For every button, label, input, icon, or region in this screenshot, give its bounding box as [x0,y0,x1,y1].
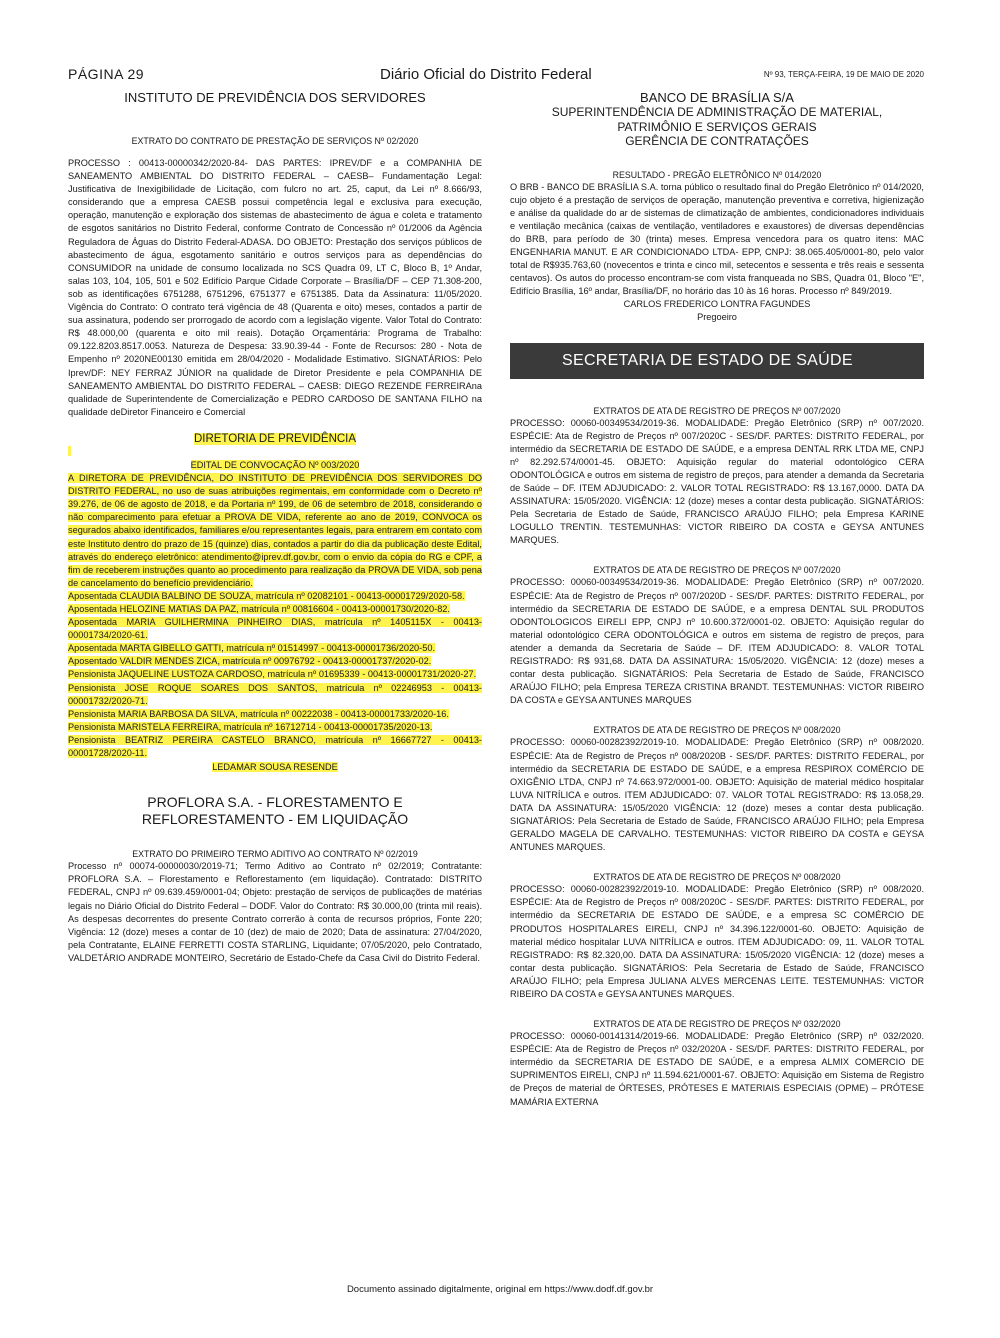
page-number: PÁGINA 29 [68,66,145,82]
aditivo-title: EXTRATO DO PRIMEIRO TERMO ADITIVO AO CONTRATO Nº 02/2019 [132,849,418,860]
extrato-contrato-title: EXTRATO DO CONTRATO DE PRESTAÇÃO DE SERVIÇOS Nº 02/2020 [131,136,419,146]
extrato-ata-title: EXTRATOS DE ATA DE REGISTRO DE PREÇOS Nº 008/2020 [593,872,841,883]
signer-name: LEDAMAR SOUSA RESENDE [212,762,338,773]
edition-info: Nº 93, TERÇA-FEIRA, 19 DE MAIO DE 2020 [763,70,924,79]
beneficiary-item: Aposentada HELOZINE MATIAS DA PAZ, matrícula nº 00816604 - 00413-00001730/2020-82. [68,604,450,614]
resultado-body: O BRB - BANCO DE BRASÍLIA S.A. torna público o resultado final do Pregão Eletrônico nº 014/2020, cujo objeto é a prestação de serviços de operação, manutenção preventiva e corretiva, higienização e análise da qualidade do ar de sistemas de climatização de ambientes, condicionadores individuais e ventilação mecânica (caixas de ventilação, ventiladores e exaustores) de diversas dependências do BRB, para período de 30 (trinta) meses. Empresa vencedora para os quatro itens: MAC ENGENHARIA MANUT. E AR CONDICIONADO LTDA- EPP, CNPJ: 38.065.405/0001-80, pelo valor total de R$935.763,60 (novecentos e trinta e cinco mil, setecentos e sessenta e três reais e sessenta centavos). Os autos do processo encontram-se com vista franqueada no SBS, Quadra 01, Bloco "E", Edifício Brasília, 16º andar, Brasília/DF, no horário das 10 às 16 horas. Processo nº 849/2019. [510,181,924,297]
brb-gerencia: GERÊNCIA DE CONTRATAÇÕES [625,134,809,148]
beneficiary-item: Aposentada MARTA GIBELLO GATTI, matrícula nº 01514997 - 00413-00001736/2020-50. [68,643,435,654]
extrato-ata-title: EXTRATOS DE ATA DE REGISTRO DE PREÇOS Nº 032/2020 [593,1019,841,1030]
saude-banner: SECRETARIA DE ESTADO DE SAÚDE [510,343,924,379]
right-column [510,90,924,1109]
beneficiary-item: Pensionista MARIA BARBOSA DA SILVA, matrícula nº 00222038 - 00413-00001733/2020-16. [68,708,449,719]
footer-note: Documento assinado digitalmente, original em https://www.dodf.df.gov.br [346,1284,654,1295]
extrato-ata-title: EXTRATOS DE ATA DE REGISTRO DE PREÇOS Nº 007/2020 [593,565,841,576]
pregoeiro-name: CARLOS FREDERICO LONTRA FAGUNDES [623,299,811,310]
diretoria-title: DIRETORIA DE PREVIDÊNCIA [193,432,357,445]
pregoeiro-role: Pregoeiro [697,312,737,323]
extrato-ata-body: PROCESSO: 00060-00349534/2019-36. MODALIDADE: Pregão Eletrônico (SRP) nº 007/2020. ESPÉCIE: Ata de Registro de Preços nº 007/2020C - SES/DF. PARTES: DISTRITO FEDERAL, por intermédio da SECRETARIA DE ESTADO DE SAÚDE, e a empresa DENTAL RRK LTDA ME, CNPJ nº 82.292.574/0001-45. OBJETO: Aquisição regular do material odontológico CERA ODONTOLÓGICA e outros em sistema de registro de preços, para atender a demanda da Secretaria de Saúde – DF. ITEM ADJUDICADO: 2. VALOR TOTAL REGISTRADO: R$ 13.167,0000. DATA DA ASSINATURA: 15/05/2020. VIGÊNCIA: 12 (doze) meses a contar desta publicação. SIGNATÁRIOS: Pela Secretaria de Estado de Saúde, FRANCISCO ARAÚJO FILHO; pela Empresa KARINE LOGULLO TRENTIN. TESTEMUNHAS: VICTOR RIBEIRO DA COSTA e GEYSA ANTUNES MARQUES. [510,417,924,546]
newspaper-title: Diário Oficial do Distrito Federal [380,66,592,83]
beneficiary-item: Aposentado VALDIR MENDES ZICA, matrícula nº 00976792 - 00413-00001737/2020-02. [68,656,432,667]
edital-title: EDITAL DE CONVOCAÇÃO Nº 003/2020 [190,459,360,470]
beneficiary-item: Aposentada MARIA GUILHERMINA PINHEIRO DIAS, matrícula nº 1405115X - 00413-00001734/2020-61. [68,617,482,641]
edital-body: A DIRETORA DE PREVIDÊNCIA, DO INSTITUTO DE PREVIDÊNCIA DOS SERVIDORES DO DISTRITO FEDERAL, no uso de suas atribuições regimentais, em conformidade com o Decreto nº 39.276, de 06 de agosto de 2018, e da Portaria nº 199, de 06 de setembro de 2018, considerando o não comparecimento para efetuar a PROVA DE VIDA, referente ao ano de 2019, CONVOCA os segurados abaixo identificados, familiares e/ou representantes legais, para entrarem em contato com este Instituto dentro do prazo de 15 (quinze) dias, contados a partir do dia da publicação deste Edital, através do endereço eletrônico: atendimento@iprev.df.gov.br, com o envio da cópia do RG e CPF, a fim de receberem instruções quanto ao procedimento para realização da PROVA DE VIDA, sob pena de cancelamento do benefício previdenciário. [68,473,482,588]
extrato-ata-title: EXTRATOS DE ATA DE REGISTRO DE PREÇOS Nº 008/2020 [593,725,841,736]
beneficiary-item: Aposentada CLAUDIA BALBINO DE SOUZA, matrícula nº 02082101 - 00413-00001729/2020-58. [68,590,465,601]
extrato-ata-title: EXTRATOS DE ATA DE REGISTRO DE PREÇOS Nº 007/2020 [593,405,841,416]
beneficiary-item: Pensionista JOSE ROQUE SOARES DOS SANTOS, matrícula nº 02246953 - 00413-00001732/2020-71. [68,682,482,706]
section-title-brb: BANCO DE BRASÍLIA S/A [640,90,794,105]
aditivo-body: Processo nº 00074-00000030/2019-71; Termo Aditivo ao Contrato nº 02/2019; Contratante: PROFLORA S.A. – Florestamento e Reflorestamento (em liquidação). Contratado: DISTRITO FEDERAL, CNPJ nº 09.639.459/0001-04; Objeto: prestação de serviços de publicações de matérias legais no Diário Oficial do Distrito Federal – DODF. Valor do Contrato: R$ 30.000,00 (trinta mil reais). As despesas decorrentes do presente Contrato correrão à conta de recursos próprios, Fonte 220; Vigência: 12 (doze) meses a contar de 10 (dez) de maio de 2020; Data de assinatura: 27/04/2020, pela Contratante, ELAINE FERRETTI COSTA STARLING, Liquidante; 07/05/2020, pelo Contratado, VALDETÁRIO ANDRADE MONTEIRO, Secretário de Estado-Chefe da Casa Civil do Distrito Federal. [68,861,482,963]
extrato-ata-body: PROCESSO: 00060-00349534/2019-36. MODALIDADE: Pregão Eletrônico (SRP) nº 007/2020. ESPÉCIE: Ata de Registro de Preços nº 007/2020D - SES/DF. PARTES: DISTRITO FEDERAL, por intermédio da SECRETARIA DE ESTADO DE SAÚDE, e a empresa DENTAL SUL PRODUTOS ODONTOLOGICOS EIRELI EPP, CNPJ nº 10.600.372/0001-02. OBJETO: Aquisição regular do material odontológico CERA ODONTOLÓGICA e outros em sistema de registro de preços, para atender a demanda da Secretaria de Saúde – DF. ITEM ADJUDICADO: 8. VALOR TOTAL REGISTRADO: R$ 931,68. DATA DA ASSINATURA: 15/05/2020. VIGÊNCIA: 12 (doze) meses a contar desta publicação. SIGNATÁRIOS: Pela Secretaria de Estado de Saúde, FRANCISCO ARAÚJO FILHO; pela Empresa TEREZA CRISTINA BRANDT. TESTEMUNHAS: VICTOR RIBEIRO DA COSTA e GEYSA ANTUNES MARQUES [510,577,924,706]
highlight-mark [68,446,71,456]
extratos-list [510,405,924,1109]
beneficiary-list [68,590,482,760]
extrato-ata-body: PROCESSO: 00060-00282392/2019-10. MODALIDADE: Pregão Eletrônico (SRP) nº 008/2020. ESPÉCIE: Ata de Registro de Preços nº 008/2020B - SES/DF. PARTES: DISTRITO FEDERAL, por intermédio da SECRETARIA DE ESTADO DE SAÚDE, e a empresa RESPIROX COMÉRCIO DE OXIGÊNIO LTDA, CNPJ nº 74.663.972/0001-00. OBJETO: Aquisição de material médico hospitalar LUVA NITRÍLICA e outros. ITEM ADJUDICADO: 07. VALOR TOTAL REGISTRADO: R$ 13.058,29. DATA DA ASSINATURA: 15/05/2020 VIGÊNCIA: 12 (doze) meses a contar desta publicação. SIGNATÁRIOS: Pela Secretaria de Estado de Saúde, FRANCISCO ARAÚJO FILHO; pela Empresa GERALDO MAGELA DE CARVALHO. TESTEMUNHAS: VICTOR RIBEIRO DA COSTA e GEYSA ANTUNES MARQUES. [510,737,924,853]
beneficiary-item: Pensionista BEATRIZ PEREIRA CASTELO BRANCO, matrícula nº 16667727 - 00413-00001728/2020-11. [68,734,482,759]
beneficiary-item: Pensionista JAQUELINE LUSTOZA CARDOSO, matrícula nº 01695339 - 00413-00001731/2020-27. [68,669,477,680]
left-column [68,90,482,965]
extrato-contrato-body: PROCESSO : 00413-00000342/2020-84- DAS PARTES: IPREV/DF e a COMPANHIA DE SANEAMENTO AMBIENTAL DO DISTRITO FEDERAL – CAESB– Fundamentação Legal: Justificativa de Inexigibilidade de Licitação, com fulcro no art. 25, caput, da Lei nº 8.666/93, considerando que a empresa CAESB possui competência legal e exclusiva para execução, operação, manutenção e exploração dos sistemas de abastecimento de água e coleta e tratamento de esgotos sanitários no Distrito Federal, conforme Contrato de Concessão nº 01/2006 da Agência Reguladora de Águas do Distrito Federal-ADASA. DO OBJETO: Prestação dos serviços públicos de abastecimento de água, esgotamento sanitário e outros serviços para as dependências do CONSUMIDOR na unidade de consumo localizada no SCS Quadra 09, LT C, Bloco B, 1º Andar, salas 103, 104, 105, 501 e 502 Edifício Parque Cidade Corporate – Brasília/DF – CEP 71.308-200, sob as identificações 6751288, 6751296, 6751377 e 6751385. Data da Assinatura: 11/05/2020. Vigência do Contrato: O contrato terá vigência de 48 (Quarenta e oito) meses, contados a partir de sua assinatura, podendo ser prorrogado de acordo com a legislação vigente. Valor Total do Contrato: R$ 48.000,00 (quarenta e oito mil reais). Dotação Orçamentária: Programa de Trabalho: 09.122.8203.8517.0053. Natureza de Despesa: 33.90.39-44 - Fonte de Recursos: 280 - Nota de Empenho nº 2020NE00130 emitida em 28/04/2020 - Modalidade Estimativo. SIGNATÁRIOS: Pelo Iprev/DF: NEY FERRAZ JÚNIOR na qualidade de Diretor Presidente e pela COMPANHIA DE SANEAMENTO AMBIENTAL DO DISTRITO FEDERAL – CAESB: DIEGO REZENDE FERREIRAna qualidade de Superintendente de Comercialização e PEDRO CARDOSO DE SANTANA FILHO na qualidade deDiretor Financeiro e Comercial [68,158,482,417]
section-title-proflora: PROFLORA S.A. - FLORESTAMENTO E REFLORESTAMENTO - EM LIQUIDAÇÃO [141,794,409,828]
section-title-iprev: INSTITUTO DE PREVIDÊNCIA DOS SERVIDORES [124,90,426,105]
beneficiary-item: Pensionista MARISTELA FERREIRA, matrícula nº 16712714 - 00413-00001735/2020-13. [68,721,433,732]
brb-subtitle: SUPERINTENDÊNCIA DE ADMINISTRAÇÃO DE MATERIAL, PATRIMÔNIO E SERVIÇOS GERAIS [551,105,883,134]
extrato-ata-body: PROCESSO: 00060-00282392/2019-10. MODALIDADE: Pregão Eletrônico (SRP) nº 008/2020. ESPÉCIE: Ata de Registro de Preços nº 008/2020C - SES/DF. PARTES: DISTRITO FEDERAL, por intermédio da SECRETARIA DE ESTADO DE SAÚDE, e a empresa SC COMÉRCIO DE PRODUTOS HOSPITALARES EIRELI, CNPJ nº 34.396.122/0001-60. OBJETO: Aquisição de material médico hospitalar LUVA NITRÍLICA e outros. ITEM ADJUDICADO: 09, 11. VALOR TOTAL REGISTRADO: R$ 82.320,00. DATA DA ASSINATURA: 15/05/2020 VIGÊNCIA: 12 (doze) meses a contar desta publicação. SIGNATÁRIOS: Pela Secretaria de Estado de Saúde, FRANCISCO ARAÚJO FILHO; pela Empresa JULIANA ALVES MERCENAS LEITE. TESTEMUNHAS: VICTOR RIBEIRO DA COSTA e GEYSA ANTUNES MARQUES. [510,884,924,999]
page-header [68,66,924,84]
extrato-ata-body: PROCESSO: 00060-00141314/2019-66. MODALIDADE: Pregão Eletrônico (SRP) nº 032/2020. ESPÉCIE: Ata de Registro de Preços nº 032/2020A - SES/DF. PARTES: DISTRITO FEDERAL, por intermédio da SECRETARIA DE ESTADO DE SAÚDE, e a empresa ALMIX COMERCIO DE SUPRIMENTOS EIRELI, CNPJ nº 11.594.621/0001-67. OBJETO: Aquisição em Sistema de Registro de Preços de material de ÓRTESES, PRÓTESES E MATERIAIS ESPECIAIS (OPME) – PRÓTESE MAMÁRIA EXTERNA [510,1031,924,1107]
resultado-title: RESULTADO - PREGÃO ELETRÔNICO Nº 014/2020 [612,169,822,180]
